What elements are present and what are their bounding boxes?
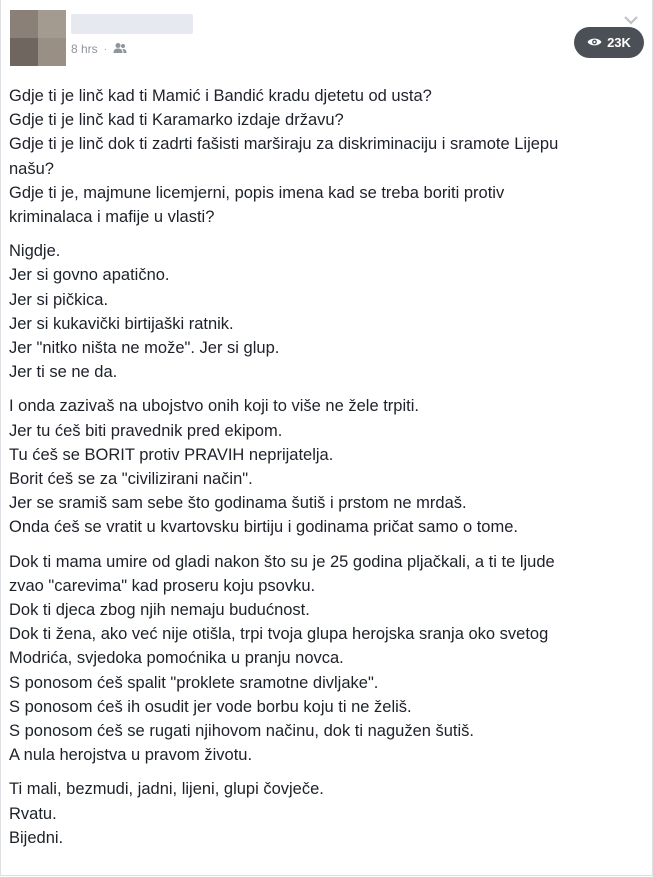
post-paragraph	[9, 777, 641, 850]
post-line: Nigdje.	[9, 242, 61, 261]
post-line: S ponosom ćeš se rugati njihovom načinu, dok ti nagužen šutiš.	[9, 722, 475, 741]
post-line: Onda ćeš se vratit u kvartovsku birtiju i godinama pričat samo o tome.	[9, 518, 518, 537]
post-timestamp[interactable]: 8 hrs	[71, 42, 98, 56]
post-line: Gdje ti je linč dok ti zadrti fašisti marširaju za diskriminaciju i sramote Lijepu	[9, 135, 559, 154]
friends-icon[interactable]	[113, 42, 127, 57]
post-line: kriminalaca i mafije u vlasti?	[9, 208, 215, 227]
post-line: S ponosom ćeš ih osudit jer vode borbu koju ti ne želiš.	[9, 697, 412, 716]
avatar[interactable]	[10, 10, 66, 66]
post-line: Tu ćeš se BORIT protiv PRAVIH neprijatelja.	[9, 445, 334, 464]
chevron-down-icon[interactable]	[621, 14, 641, 28]
post-line: Jer ti se ne da.	[9, 363, 118, 382]
post-line: Modrića, svjedoka pomoćnika u pranju novca.	[9, 649, 344, 668]
post-text	[9, 84, 641, 860]
post-line: Dok ti žena, ako već nije otišla, trpi tvoja glupa herojska sranja oko svetog	[9, 625, 549, 644]
post-line: našu?	[9, 159, 54, 178]
post-line: Dok ti djeca zbog njih nemaju budućnost.	[9, 601, 310, 620]
post-line: Borit ćeš se za "civilizirani način".	[9, 470, 253, 489]
views-badge[interactable]	[574, 27, 644, 58]
post-paragraph	[9, 239, 641, 384]
post-line: Jer si govno apatično.	[9, 266, 170, 285]
views-count: 23K	[607, 35, 631, 50]
post-line: Jer se sramiš sam sebe što godinama šutiš i prstom ne mrdaš.	[9, 494, 467, 513]
author-name-redacted[interactable]	[71, 14, 193, 34]
post-line: zvao "carevima" kad proseru koju psovku.	[9, 576, 316, 595]
post-line: Bijedni.	[9, 828, 64, 847]
post-line: Jer si kukavički birtijaški ratnik.	[9, 314, 234, 333]
post-line: I onda zazivaš na ubojstvo onih koji to više ne žele trpiti.	[9, 397, 419, 416]
post-line: S ponosom ćeš spalit "proklete sramotne divljake".	[9, 673, 379, 692]
post-line: Jer si pičkica.	[9, 290, 109, 309]
post-line: Ti mali, bezmudi, jadni, lijeni, glupi čovječe.	[9, 780, 324, 799]
post-paragraph	[9, 394, 641, 539]
separator-dot: ·	[103, 43, 108, 55]
post-line: Gdje ti je linč kad ti Mamić i Bandić kradu djetetu od usta?	[9, 87, 432, 105]
post-line: A nula herojstva u pravom životu.	[9, 746, 253, 765]
post-meta	[71, 41, 127, 57]
post-line: Gdje ti je, majmune licemjerni, popis imena kad se treba boriti protiv	[9, 183, 505, 202]
post-line: Dok ti mama umire od gladi nakon što su je 25 godina pljačkali, a ti te ljude	[9, 552, 555, 571]
post-line: Jer tu ćeš biti pravednik pred ekipom.	[9, 421, 283, 440]
post-paragraph	[9, 84, 641, 229]
post-line: Rvatu.	[9, 804, 57, 823]
post-line: Gdje ti je linč kad ti Karamarko izdaje državu?	[9, 111, 344, 130]
post-line: Jer "nitko ništa ne može". Jer si glup.	[9, 339, 280, 358]
post-paragraph	[9, 550, 641, 768]
eye-icon	[587, 35, 602, 50]
